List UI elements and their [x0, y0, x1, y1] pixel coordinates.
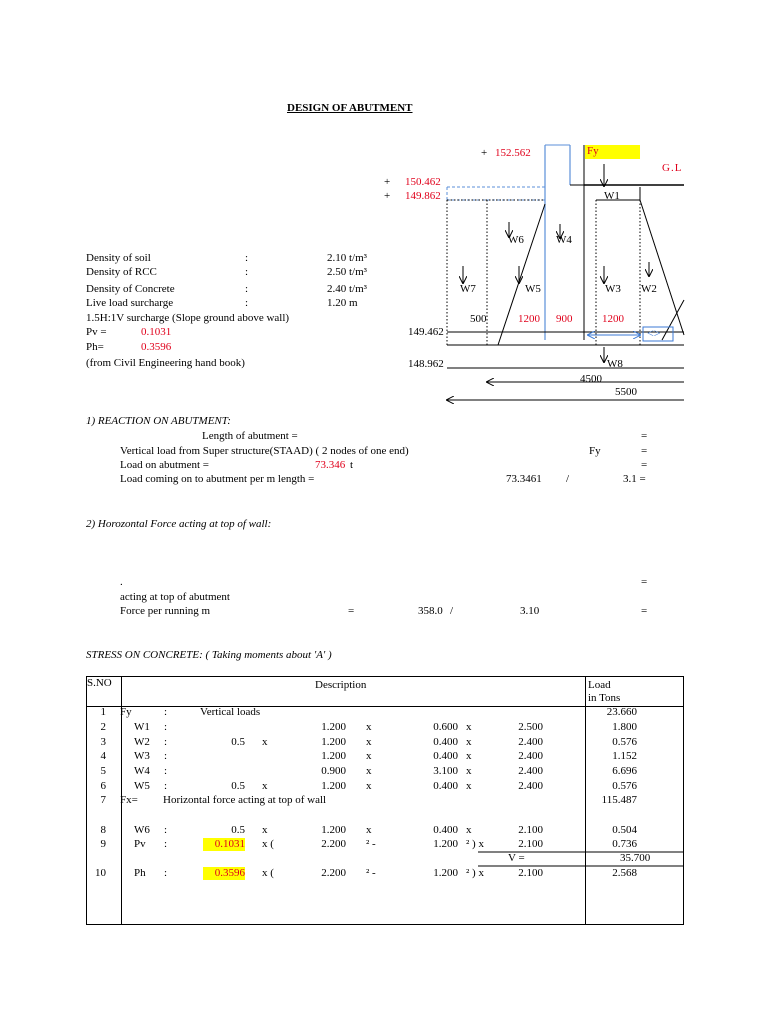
dimension-label: 1200 — [518, 313, 540, 325]
w5-label: W5 — [525, 283, 541, 295]
vertical-load-label: Vertical load from Super structure(STAAD) ( 2 nodes of one end) — [120, 445, 409, 457]
cell-load: 1.152 — [612, 750, 637, 762]
property-separator: : — [245, 283, 249, 295]
load-per-m-value: 73.3461 — [506, 473, 542, 485]
cell-b: 3.100 — [433, 765, 458, 777]
cell-x1: x — [366, 765, 372, 777]
cell-c: : — [164, 867, 168, 879]
cell-k: 0.1031 — [203, 838, 245, 851]
property-value: 1.20 m — [327, 297, 358, 309]
cell-b: 0.400 — [433, 780, 458, 792]
cell-load: 0.576 — [612, 736, 637, 748]
property-value: 2.10 t/m³ — [327, 252, 367, 264]
cell-n: 7 — [100, 794, 106, 806]
cell-a: 1.200 — [321, 824, 346, 836]
cell-x0: x — [262, 824, 268, 836]
surcharge-note: 1.5H:1V surcharge (Slope ground above wall) — [86, 312, 290, 324]
base-level-label: 149.462 — [408, 326, 444, 338]
page-title: DESIGN OF ABUTMENT — [287, 102, 413, 114]
cell-x1: x — [366, 780, 372, 792]
cell-d: 2.400 — [518, 765, 543, 777]
cell-k: 0.5 — [231, 780, 245, 792]
length-label: Length of abutment = — [202, 430, 298, 442]
w7-label: W7 — [460, 283, 476, 295]
cell-d: 2.100 — [518, 838, 543, 850]
cell-c: : — [164, 721, 168, 733]
cell-x1: x — [366, 824, 372, 836]
property-separator: : — [245, 252, 249, 264]
cell-n: 1 — [100, 706, 106, 718]
cell-id: W4 — [134, 765, 150, 777]
cell-b: 0.400 — [433, 824, 458, 836]
cell-d: 2.100 — [518, 824, 543, 836]
cell-n: 3 — [100, 736, 106, 748]
acting-label: acting at top of abutment — [120, 591, 230, 603]
pv-value: 0.1031 — [141, 326, 172, 338]
cell-a: 1.200 — [321, 780, 346, 792]
dimension-label: 4500 — [580, 373, 602, 385]
property-label: Density of Concrete — [86, 283, 175, 295]
cell-b: 0.600 — [433, 721, 458, 733]
cell-b: 1.200 — [433, 867, 458, 879]
load-on-abutment-value: 73.346 — [315, 459, 346, 471]
cell-d: 2.500 — [518, 721, 543, 733]
w6-label: W6 — [508, 234, 524, 246]
level-value: 149.862 — [405, 190, 441, 202]
load-unit: t — [350, 459, 354, 471]
cell-n: 2 — [100, 721, 106, 733]
cell-id: W1 — [134, 721, 150, 733]
cell-c: : — [164, 824, 168, 836]
cell-x2: x — [466, 750, 472, 762]
cell-k: 0.3596 — [203, 867, 245, 880]
cell-load: 2.568 — [612, 867, 637, 879]
cell-x1: x — [366, 750, 372, 762]
level-sign: + — [384, 190, 391, 202]
cell-n: 4 — [100, 750, 106, 762]
w3-label: W3 — [605, 283, 621, 295]
level-value: 150.462 — [405, 176, 441, 188]
cell-x2: x — [466, 736, 472, 748]
dimension-label: 500 — [470, 313, 487, 325]
cell-id: Ph — [134, 867, 146, 879]
dot-mark: . — [120, 576, 123, 588]
w2-label: W2 — [641, 283, 657, 295]
cell-c: : — [164, 780, 168, 792]
divide-sign: / — [450, 605, 454, 617]
base-level-label: 148.962 — [408, 358, 444, 370]
cell-x2: x — [466, 780, 472, 792]
cell-k: 0.5 — [231, 824, 245, 836]
cell-x2: x — [466, 765, 472, 777]
w1-label: W1 — [604, 190, 620, 202]
cell-x0: x — [262, 780, 268, 792]
cell-x1: ² - — [366, 838, 376, 850]
reference-note: (from Civil Engineering hand book) — [86, 357, 245, 369]
cell-x2: ² ) x — [466, 838, 484, 850]
cell-load: 115.487 — [601, 794, 637, 806]
cell-a: 1.200 — [321, 736, 346, 748]
cell-x2: x — [466, 824, 472, 836]
cell-x1: x — [366, 721, 372, 733]
total-value: 35.700 — [620, 852, 651, 864]
equals-sign: = — [348, 605, 355, 617]
cell-b: 0.400 — [433, 750, 458, 762]
cell-load: 0.576 — [612, 780, 637, 792]
ph-value: 0.3596 — [141, 341, 172, 353]
equals-sign: = — [641, 430, 648, 442]
property-separator: : — [245, 266, 249, 278]
cell-id: Pv — [134, 838, 146, 850]
cell-c: : — [164, 838, 168, 850]
cell-id: W2 — [134, 736, 150, 748]
cell-c: : — [164, 706, 168, 718]
cell-n: 10 — [95, 867, 106, 879]
fy-label: Fy — [585, 145, 640, 159]
cell-c: : — [164, 750, 168, 762]
cell-a: 2.200 — [321, 838, 346, 850]
section-heading: 1) REACTION ON ABUTMENT: — [86, 415, 231, 427]
cell-a: 2.200 — [321, 867, 346, 879]
w8-label: W8 — [607, 358, 623, 370]
cell-x2: ² ) x — [466, 867, 484, 879]
property-value: 2.50 t/m³ — [327, 266, 367, 278]
load-per-m-label: Load coming on to abutment per m length = — [120, 473, 315, 485]
cell-x0: x ( — [262, 838, 274, 850]
property-label: Density of RCC — [86, 266, 157, 278]
cell-id: Fx= — [120, 794, 138, 806]
column-header: Load — [588, 679, 611, 691]
cell-id: W5 — [134, 780, 150, 792]
cell-c: : — [164, 736, 168, 748]
cell-n: 8 — [100, 824, 106, 836]
dimension-label: 5500 — [615, 386, 637, 398]
length-value: 3.1 = — [623, 473, 646, 485]
level-sign: + — [384, 176, 391, 188]
cell-a: 1.200 — [321, 750, 346, 762]
cell-a: 0.900 — [321, 765, 346, 777]
cell-x0: x ( — [262, 867, 274, 879]
cell-id: Fy — [120, 706, 132, 718]
cell-load: 6.696 — [612, 765, 637, 777]
cell-k: 0.5 — [231, 736, 245, 748]
cell-d: 2.100 — [518, 867, 543, 879]
cell-b: 1.200 — [433, 838, 458, 850]
property-separator: : — [245, 297, 249, 309]
cell-n: 9 — [100, 838, 106, 850]
cell-desc: Vertical loads — [200, 706, 261, 718]
property-value: 2.40 t/m³ — [327, 283, 367, 295]
cell-x1: x — [366, 736, 372, 748]
cell-a: 1.200 — [321, 721, 346, 733]
column-header: in Tons — [588, 692, 621, 704]
level-value: 152.562 — [495, 147, 531, 159]
stress-heading: STRESS ON CONCRETE: ( Taking moments about 'A' ) — [86, 649, 332, 661]
gl-label: G.L — [662, 162, 683, 174]
property-label: Live load surcharge — [86, 297, 174, 309]
dimension-label: 1200 — [602, 313, 624, 325]
column-header: S.NO — [87, 677, 112, 689]
w4-label: W4 — [556, 234, 572, 246]
fy-symbol: Fy — [589, 445, 601, 457]
cell-d: 2.400 — [518, 736, 543, 748]
equals-sign: = — [641, 459, 648, 471]
cell-b: 0.400 — [433, 736, 458, 748]
equals-sign: = — [641, 576, 648, 588]
dimension-arrow-label: <> — [647, 326, 661, 340]
divide-sign: / — [566, 473, 570, 485]
column-header: Description — [315, 679, 367, 691]
total-label: V = — [508, 852, 525, 864]
equals-sign: = — [641, 445, 648, 457]
cell-id: W3 — [134, 750, 150, 762]
cell-load: 23.660 — [606, 706, 637, 718]
cell-n: 5 — [100, 765, 106, 777]
cell-c: : — [164, 765, 168, 777]
cell-d: 2.400 — [518, 750, 543, 762]
cell-x1: ² - — [366, 867, 376, 879]
force-label: Force per running m — [120, 605, 211, 617]
equals-sign: = — [641, 605, 648, 617]
load-on-abutment-label: Load on abutment = — [120, 459, 209, 471]
cell-load: 0.736 — [612, 838, 637, 850]
cell-d: 2.400 — [518, 780, 543, 792]
section-heading: 2) Horozontal Force acting at top of wall: — [86, 518, 272, 530]
cell-n: 6 — [100, 780, 106, 792]
cell-load: 0.504 — [612, 824, 637, 836]
cell-x2: x — [466, 721, 472, 733]
cell-id: W6 — [134, 824, 150, 836]
ph-label: Ph= — [86, 341, 104, 353]
force-value: 358.0 — [418, 605, 443, 617]
cell-x0: x — [262, 736, 268, 748]
property-label: Density of soil — [86, 252, 151, 264]
length-value: 3.10 — [520, 605, 540, 617]
pv-label: Pv = — [86, 326, 107, 338]
level-sign: + — [481, 147, 488, 159]
dimension-label: 900 — [556, 313, 573, 325]
cell-desc: Horizontal force acting at top of wall — [163, 794, 327, 806]
cell-load: 1.800 — [612, 721, 637, 733]
